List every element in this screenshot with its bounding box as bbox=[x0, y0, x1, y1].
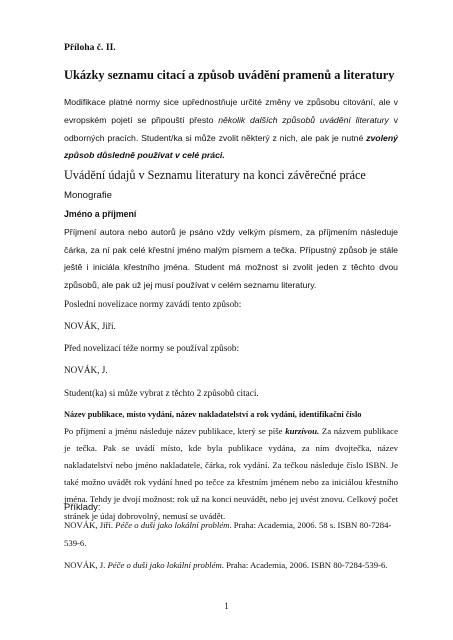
example-citation-1 bbox=[64, 516, 398, 552]
intro-text-3: v odborných pracích. Student/ka si může zvolit některý z nich, ale pak je nutné bbox=[64, 114, 399, 143]
example-initial: NOVÁK, J. bbox=[64, 365, 108, 375]
examples-label: Příklady: bbox=[64, 501, 101, 512]
page-heading: Ukázky seznamu citací a způsob uvádění pramenů a literatury bbox=[64, 68, 395, 82]
ex2-author: NOVÁK, J. bbox=[64, 560, 108, 570]
name-paragraph: Příjmení autora nebo autorů je psáno vždy velkým písmem, za příjmením následuje čárka, za ní pak celé křestní jméno malým písmem a tečka. Přípustný způsob je stále ještě i iniciála křestního jména. Student má možnost si zvolit jeden z těchto dvou způsobů, ale pak už jej musí používat v celém seznamu literatury. bbox=[64, 227, 398, 290]
ex1-title: Péče o duši jako lokální problém bbox=[115, 520, 230, 530]
note-last-revision: Poslední novelizace normy zavádí tento způsob: bbox=[64, 299, 242, 309]
subsection-title: Monografie bbox=[64, 190, 112, 201]
example-citation-2 bbox=[64, 558, 398, 572]
name-heading: Jméno a příjmení bbox=[64, 209, 137, 219]
intro-paragraph bbox=[64, 94, 398, 165]
ex1-author: NOVÁK, Jiří. bbox=[64, 520, 116, 530]
ex2-title: Péče o duši jako lokální problém bbox=[107, 560, 222, 570]
intro-text-1: Modifikace platné normy sice upřednostňuje určité změny ve způsobu citování, ale v evropském pojetí se připouští přesto bbox=[64, 97, 398, 125]
ex2-rest: . Praha: Academia, 2006. ISBN 80-7284-539-6. bbox=[221, 560, 388, 570]
pub-text-3: Za názvem publikace je tečka. Pak se uvádí místo, kde byla publikace vydána, za ním dvojtečka, název nakladatelství nebo jméno nakladatele, čárka, rok vydání. Za tečkou následuje číslo ISBN. Je také možno uvádět rok vydání hned po tečce za křestním jménem nebo za iniciálou křestního jména. Tehdy je dvojí možnost: rok už na konci neuvádět, nebo jej uvést znovu. Celkový počet stránek je údaj dobrovolný, nemusí se uvádět. bbox=[64, 426, 398, 521]
choice-note: Student(ka) si může vybrat z těchto 2 způsobů citací. bbox=[64, 388, 259, 398]
example-full-name: NOVÁK, Jiří. bbox=[64, 321, 116, 331]
publication-heading: Název publikace, místo vydání, název nakladatelství a rok vydání, identifikační číslo bbox=[64, 410, 362, 419]
intro-text-4: zvolený způsob důsledně používat v celé práci. bbox=[64, 132, 398, 161]
section-title: Uvádění údajů v Seznamu literatury na konci závěrečné práce bbox=[64, 168, 366, 182]
page-number: 1 bbox=[224, 601, 229, 611]
intro-text-2: několik dalších způsobů uvádění literatury bbox=[218, 114, 389, 125]
pub-text-2: kurzívou. bbox=[285, 426, 320, 436]
attachment-label: Příloha č. II. bbox=[64, 42, 116, 53]
note-before-revision: Před novelizací téže normy se používal způsob: bbox=[64, 343, 240, 353]
pub-text-1: Po příjmení a jménu následuje název publikace, který se píše bbox=[64, 426, 286, 436]
ex1-rest: . Praha: Academia, 2006. 58 s. ISBN 80-7284-539-6. bbox=[64, 520, 392, 548]
